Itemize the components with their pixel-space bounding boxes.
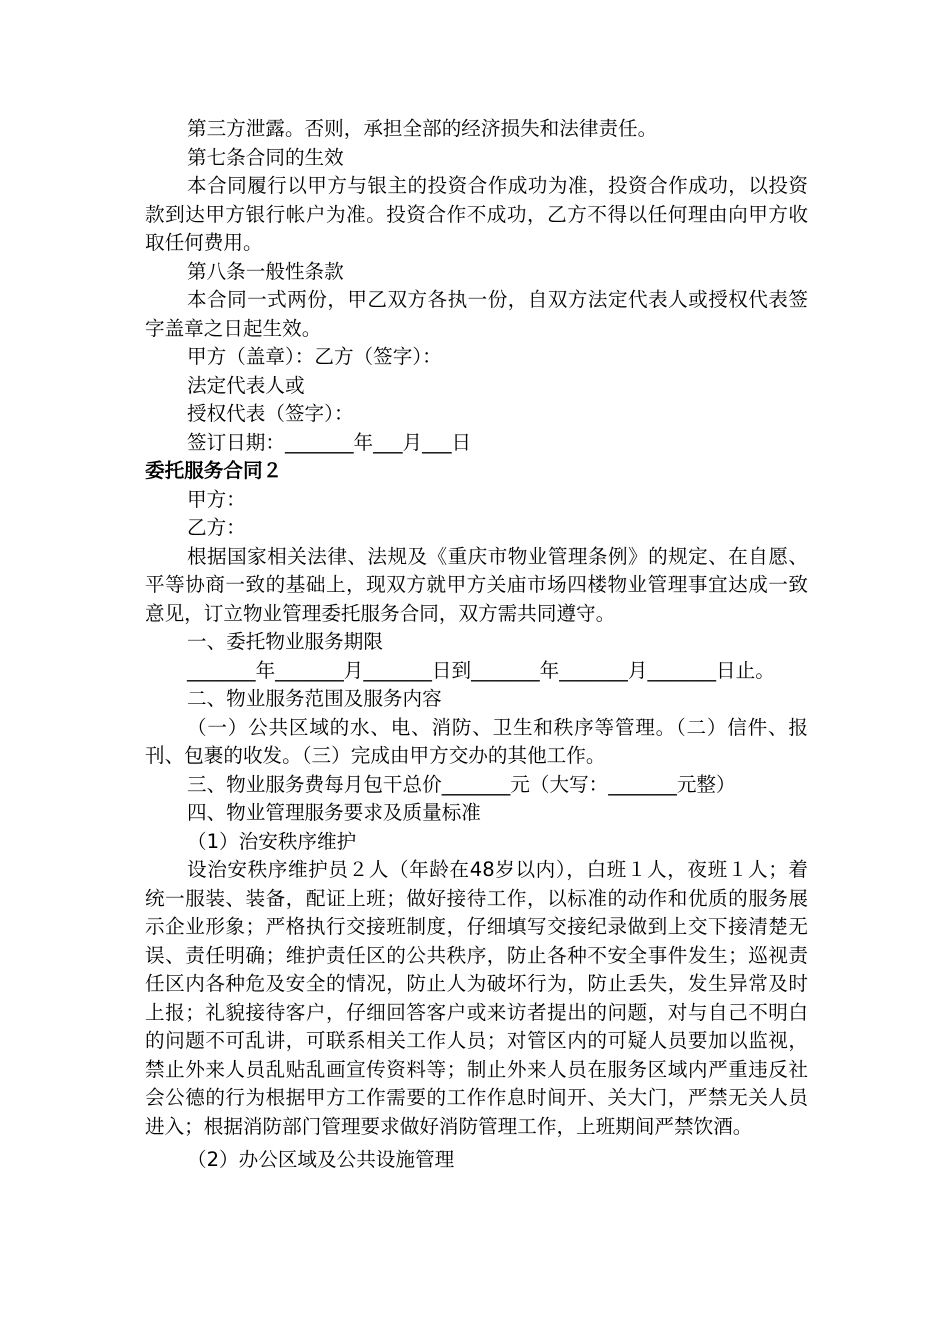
signature-line-representative: 法定代表人或 bbox=[187, 373, 305, 397]
fee-line: 三、物业服务费每月包干总价_______元（大写：_______元整） bbox=[187, 772, 736, 796]
section-title-article-7: 第七条合同的生效 bbox=[187, 145, 344, 169]
signing-date-line: 签订日期：_______年___月___日 bbox=[187, 430, 472, 454]
section-title-term: 一、委托物业服务期限 bbox=[187, 630, 383, 653]
paragraph: 本合同一式两份，甲乙双方各执一份，自双方法定代表人或授权代表签字盖章之日起生效。 bbox=[145, 288, 808, 340]
party-b-line: 乙方： bbox=[187, 516, 246, 539]
signature-line-parties: 甲方（盖章）：乙方（签字）： bbox=[187, 345, 442, 368]
signature-line-authorized: 授权代表（签字）： bbox=[187, 402, 354, 425]
paragraph: 第三方泄露。否则，承担全部的经济损失和法律责任。 bbox=[187, 117, 658, 140]
section-title-standards: 四、物业管理服务要求及质量标准 bbox=[187, 801, 481, 824]
party-a-line: 甲方： bbox=[187, 487, 246, 511]
security-paragraph: 设治安秩序维护员２人（年龄在48岁以内），白班１人，夜班１人；着统一服装、装备，配证上班；做好接待工作，以标准的动作和优质的服务展示企业形象；严格执行交接班制度，仔细填写交接纪录做到上交下接清楚无误、责任明确；维护责任区的公共秩序，防止各种不安全事件发生；巡视责任区内各种危及安全的情况，防止人为破坏行为，防止丢失，发生异常及时上报；礼貌接待客户，仔细回答客户或来访者提出的问题，对与自己不明白的问题不可乱讲，可联系相关工作人员；对管区内的可疑人员要加以监视，禁止外来人员乱贴乱画宣传资料等；制止外来人员在服务区域内严重违反社会公德的行为根据甲方工作需要的工作作息时间开、关大门，严禁无关人员进入；根据消防部门管理要求做好消防管理工作，上班期间严禁饮酒。 bbox=[145, 858, 808, 1138]
subsection-title-office: （2）办公区域及公共设施管理 bbox=[187, 1148, 455, 1171]
section-title-scope: 二、物业服务范围及服务内容 bbox=[187, 687, 442, 710]
paragraph: 本合同履行以甲方与银主的投资合作成功为准，投资合作成功，以投资款到达甲方银行帐户为准。投资合作不成功，乙方不得以任何理由向甲方收取任何费用。 bbox=[145, 174, 808, 254]
preamble-paragraph: 根据国家相关法律、法规及《重庆市物业管理条例》的规定、在自愿、平等协商一致的基础上，现双方就甲方关庙市场四楼物业管理事宜达成一致意见，订立物业管理委托服务合同，双方需共同遵守。 bbox=[145, 544, 808, 625]
contract-heading: 委托服务合同２ bbox=[145, 459, 283, 482]
scope-paragraph: （一）公共区域的水、电、消防、卫生和秩序等管理。（二）信件、报刊、包裹的收发。（三）完成由甲方交办的其他工作。 bbox=[145, 715, 808, 767]
document-page bbox=[145, 115, 808, 1175]
term-dates-line: _______年_______月_______日到_______年_______月_______日止。 bbox=[187, 658, 775, 682]
section-title-article-8: 第八条一般性条款 bbox=[187, 259, 344, 283]
subsection-title-security: （1）治安秩序维护 bbox=[187, 829, 357, 853]
